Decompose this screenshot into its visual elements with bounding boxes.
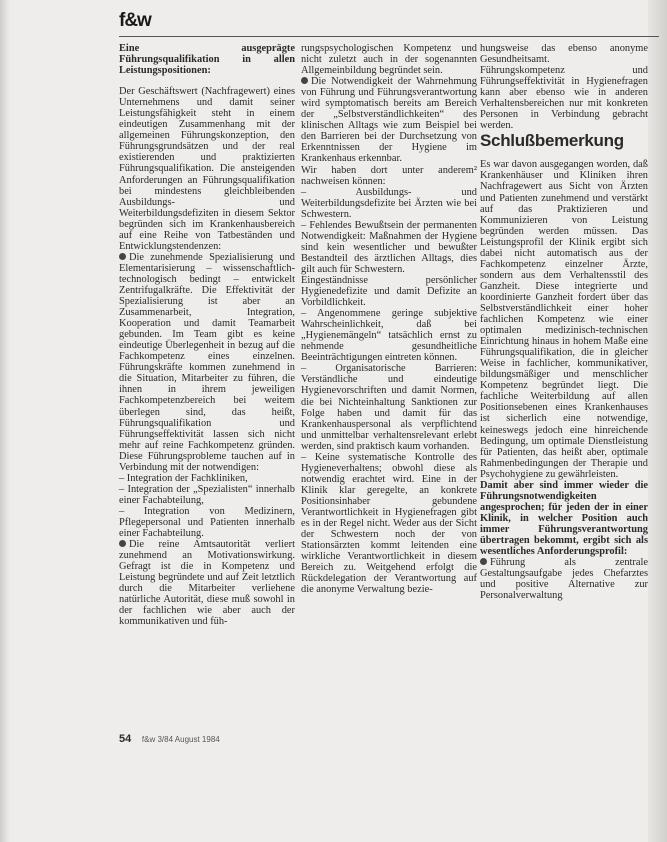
paragraph xyxy=(480,480,648,557)
paragraph-text: Die Notwendigkeit der Wahrnehmung von Führung und Führungsverantwortung wird symptomatisch bereits am Bereich der „Selbstverständlichkeiten“ des klinischen Alltags wie zum Beispiel bei den Barrieren bei der Durchsetzung von Erkenntnissen der Hygiene im Krankenhaus erkennbar. xyxy=(301,76,477,165)
bullet-icon xyxy=(301,77,308,84)
paragraph-text: – Integration der Fachkliniken, xyxy=(119,472,248,484)
paragraph xyxy=(480,557,648,601)
paragraph-text: Damit aber sind immer wieder die Führungsnotwendigkeiten angesprochen; für jeden der in einer Klinik, in welcher Position auch immer Führungsverantwortung übertragen bekommt, ergibt sich als wesentliches Anforderungsprofil: xyxy=(480,479,648,558)
text-column-2 xyxy=(301,43,477,595)
page-edge xyxy=(648,0,667,842)
paragraph xyxy=(301,76,477,164)
paragraph xyxy=(301,43,477,76)
bullet-icon xyxy=(119,540,126,547)
paragraph-text: Die zunehmende Spezialisierung und Elementarisierung – wissenschaftlich-technologisch bedingt – entwickelt Zentrifugalkräfte. Die Effektivität der Spezialisierung ist aber an Zusammenarbeit, Integration, Kooperation und damit Teamarbeit gebunden. Im Team gibt es keine eindeutige Überlegenheit in bezug auf die Fachkompetenz eines einzelnen. Führungskräfte kommen zunehmend in die Situation, Mitarbeiter zu führen, die ihnen in ihrem jeweiligen Fachkompetenzbereich bei weitem überlegen sind, das heißt, Führungsqualifikation und Führungseffektivität lassen sich nicht mehr auf reine Fachkompetenz gründen. Diese Führungsprobleme tauchen auf in Verbindung mit der notwendigen: xyxy=(119,251,295,473)
scan-shadow xyxy=(0,0,10,842)
paragraph-text: Die reine Amtsautorität verliert zunehmend an Motivationswirkung. Gefragt ist die in Kompetenz und Leistung begründete und auf Zeit letztlich durch die Mitarbeiter verliehene natürliche Autorität, diese muß sowohl in der fachlichen wie aber auch der kommunikativen und füh- xyxy=(119,539,295,628)
paragraph-text: – Fehlendes Bewußtsein der permanenten Notwendigkeit: Maßnahmen der Hygiene sind kein wesentlicher und bewußter Bestandteil des ärztlichen Alltags, dies gilt auch für Schwestern. xyxy=(301,219,477,275)
bullet-icon xyxy=(480,558,487,565)
paragraph-text: – Organisatorische Barrieren: Verständliche und eindeutige Hygienevorschriften und damit Normen, die bei Nichteinhaltung Sanktionen zur Folge haben und damit für das Krankenhauspersonal als verpflichtend und unmittelbar verhaltensrelevant erlebt werden, sind praktisch kaum vorhanden. xyxy=(301,363,477,452)
paragraph xyxy=(301,275,477,308)
text-column-1 xyxy=(119,43,295,627)
paragraph xyxy=(301,220,477,275)
paragraph xyxy=(301,308,477,363)
paragraph xyxy=(119,484,295,506)
paragraph xyxy=(301,165,477,187)
paragraph xyxy=(301,452,477,596)
paragraph xyxy=(480,65,648,131)
paragraph-text: Führung als zentrale Gestaltungsaufgabe jedes Chefarztes und positive Alternative zur Personalverwaltung xyxy=(480,557,648,602)
page-number: 54 xyxy=(119,733,132,745)
bullet-icon xyxy=(119,253,126,260)
paragraph-text: – Ausbildungs- und Weiterbildungsdefizite bei Ärzten wie bei Schwestern. xyxy=(301,186,477,220)
paragraph xyxy=(301,363,477,451)
paragraph-text: Führungskompetenz und Führungseffektivität in Hygienefragen kann aber ebenso wie in anderen Verhaltensbereichen nur mit konkreten Personen in Verbindung gebracht werden. xyxy=(480,65,648,132)
paragraph-text: – Integration von Medizinern, Pflegepersonal und Patienten innerhalb einer Fachabteilung. xyxy=(119,505,295,540)
paragraph xyxy=(301,187,477,220)
paragraph xyxy=(119,506,295,539)
paragraph-text: – Keine systematische Kontrolle des Hygieneverhaltens; obwohl diese als notwendig erachtet wird. Eine in der Klinik klar geregelte, an konkrete Positionsinhaber gebundene Verantwortlichkeit in Hygienefragen gibt es in der Regel nicht. Weder aus der Sicht der Schwestern noch der von Stationsärzten kommt leitenden eine wirkliche Verantwortlichkeit in diesem Bereich zu. Weitgehend erfolgt die Rückdelegation der Verantwortung auf die anonyme Verwaltung bezie- xyxy=(301,451,477,596)
paragraph-text: Wir haben dort unter anderem² nachweisen können: xyxy=(301,164,477,187)
header-rule xyxy=(119,36,659,37)
paragraph xyxy=(119,86,295,252)
source-line: f&w 3/84 August 1984 xyxy=(141,735,220,744)
section-heading: Schlußbemerkung xyxy=(480,131,624,151)
paragraph xyxy=(119,539,295,627)
paragraph-text: rungspsychologischen Kompetenz und nicht zuletzt auch in der sogenannten Allgemeinbildung begründet sein. xyxy=(301,43,477,77)
paragraph xyxy=(119,43,295,76)
paragraph xyxy=(119,473,295,484)
journal-logo: f&w xyxy=(119,10,151,31)
paragraph-text: hungsweise das ebenso anonyme Gesundheitsamt. xyxy=(480,43,648,66)
paragraph xyxy=(119,252,295,473)
text-column-3 xyxy=(480,43,648,601)
paragraph-text: Der Geschäftswert (Nachfragewert) eines Unternehmens und damit seiner Leistungsfähigkeit steht in einem eindeutigen Zusammenhang mit der allgemeinen Führungskonzeption, den Führungsgrundsätzen und der real existierenden und praktizierten Führungsqualifikation. Die ansteigenden Anforderungen an Führungsqualifikation bei mindestens gleichbleibenden Ausbildungs- und Weiterbildungsdefiziten in diesem Sektor begründen sich im Krankenhausbereich auf eine Reihe von Tatbeständen und Entwicklungstendenzen: xyxy=(119,86,295,252)
paragraph-text: Eingeständnisse persönlicher Hygienedefizite und damit Defizite an Vorbildlichkeit. xyxy=(301,274,477,309)
page-footer xyxy=(119,733,220,745)
paragraph-text: Es war davon ausgegangen worden, daß Krankenhäuser und Kliniken ihren Nachfragewert aus Sicht von Ärzten und Patienten zunehmend und verstärkt auf das Praktizieren und Kommunizieren von Leistung begründen werden müssen. Das Leistungsprofil der Klinik ergibt sich dabei nicht automatisch aus der Fachkompetenz einzelner Ärzte, sondern aus dem Verhaltensstil des Ganzheit. Diese integrierte und koordinierte Ganzheit fordert über das Selbstverständlichkeit einer hoher fachlichen Kompetenz wie einer optimalen medizinisch-technischen Einrichtung hinaus in hohem Maße eine Führungsqualifikation, die in gleicher Weise in fachlicher, kommunikativer, bildungsmäßiger und menschlicher Kompetenz begründet liegt. Die fachliche Weiterbildung auf allen Positionsebenen eines Krankenhauses ist sicherlich eine notwendige, keineswegs jedoch eine hinreichende Bedingung, um optimale Dienstleistung für Patienten, das heißt aber, optimale Rahmenbedingungen der Therapie und Psychohygiene zu gewährleisten. xyxy=(480,159,648,480)
paragraph xyxy=(480,43,648,65)
paragraph-text: – Angenommene geringe subjektive Wahrscheinlichkeit, daß bei „Hygienemängeln“ tatsächlich ernst zu nehmende gesundheitliche Beeinträchtigungen eintreten können. xyxy=(301,308,477,364)
paragraph-text: Eine ausgeprägte Führungsqualifikation in allen Leistungspositionen: xyxy=(119,43,295,77)
paragraph xyxy=(480,159,648,479)
paragraph-text: – Integration der „Spezialisten“ innerhalb einer Fachabteilung, xyxy=(119,483,295,506)
